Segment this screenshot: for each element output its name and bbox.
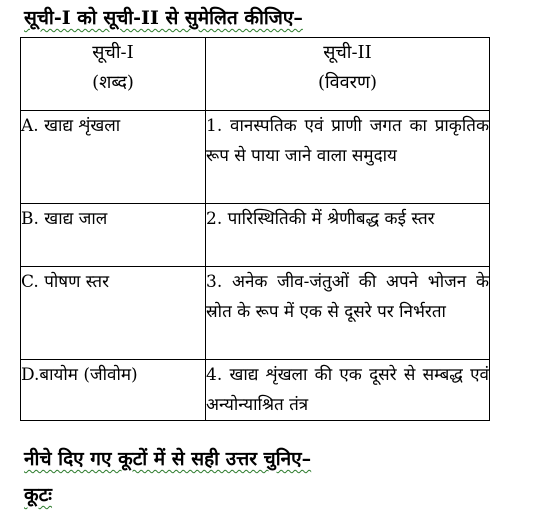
list1-title: सूची-I: [92, 42, 134, 63]
codes-label: [24, 481, 52, 507]
list2-header: [206, 38, 490, 111]
description-cell: 4. खाद्य शृंखला की एक दूसरे से सम्बद्ध एवं अन्योन्याश्रित तंत्र: [206, 360, 490, 421]
table-row: [21, 111, 490, 204]
term-cell: C. पोषण स्तर: [21, 267, 206, 360]
term-cell: A. खाद्य शृंखला: [21, 111, 206, 204]
term-cell: B. खाद्य जाल: [21, 204, 206, 267]
codes-label-text: कूटः: [24, 484, 53, 506]
description-cell: 1. वानस्पतिक एवं प्राणी जगत का प्राकृतिक रूप से पाया जाने वाला समुदाय: [206, 111, 490, 204]
table-row: [21, 204, 490, 267]
question-heading: [24, 4, 303, 30]
description-cell: 2. पारिस्थितिकी में श्रेणीबद्ध कई स्तर: [206, 204, 490, 267]
list2-subtitle: (विवरण): [317, 72, 378, 93]
term-cell: D.बायोम (जीवोम): [21, 360, 206, 421]
table-row: [21, 267, 490, 360]
question-heading-text: सूची-I को सूची-II से सुमेलित कीजिए–: [24, 7, 303, 29]
choose-answer-instruction: [24, 445, 311, 471]
description-cell: 3. अनेक जीव-जंतुओं की अपने भोजन के स्रोत के रूप में एक से दूसरे पर निर्भरता: [206, 267, 490, 360]
matching-table: [20, 37, 490, 421]
choose-answer-text: नीचे दिए गए कूटों में से सही उत्तर चुनिए–: [24, 448, 312, 470]
list1-header: [21, 38, 206, 111]
list2-title: सूची-II: [323, 42, 372, 63]
list1-subtitle: (शब्द): [92, 72, 134, 93]
table-header-row: [21, 38, 490, 111]
table-row: [21, 360, 490, 421]
